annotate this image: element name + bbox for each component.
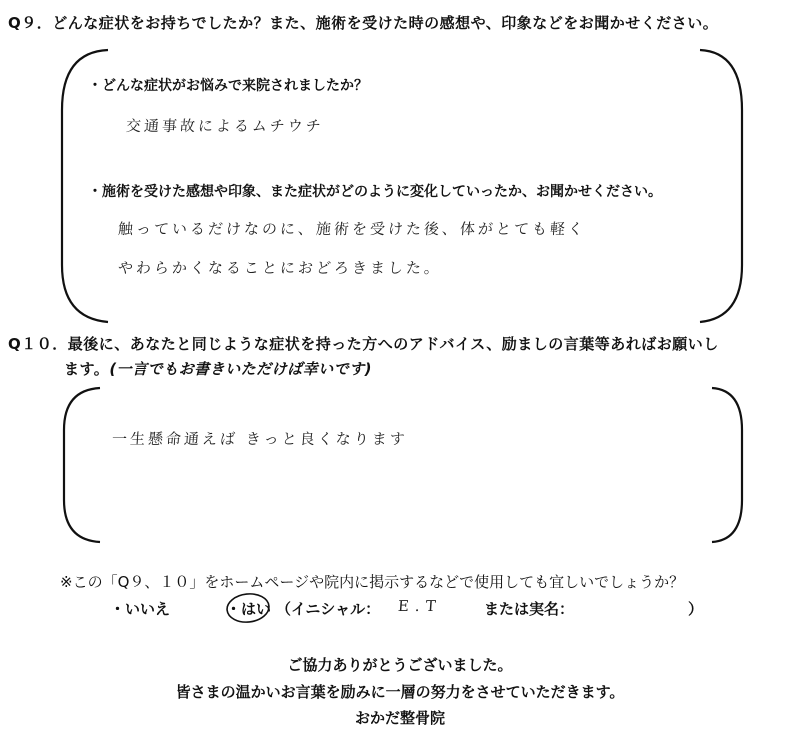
permission-option-no[interactable]: ・いいえ bbox=[110, 600, 171, 618]
footer-clinic-name: おかだ整骨院 bbox=[354, 709, 445, 727]
q9-answer-impression-line2: やわらかくなることにおどろきました。 bbox=[117, 259, 443, 277]
q9-prompt-impression: ・施術を受けた感想や印象、また症状がどのように変化していったか、お聞かせください。 bbox=[88, 184, 662, 200]
footer-thanks: ご協力ありがとうございました。 bbox=[287, 656, 513, 674]
q9-title: Q９．どんな症状をお持ちでしたか？また、施術を受けた時の感想や、印象などをお聞かせください。 bbox=[8, 14, 719, 32]
q10-answer: 一生懸命通えば きっと良くなります bbox=[111, 430, 409, 448]
permission-question: ※この「Q９、１０」をホームページや院内に掲示するなどで使用しても宜しいでしょうか？ bbox=[60, 573, 685, 591]
footer-message: 皆さまの温かいお言葉を励みに一層の努力をさせていただきます。 bbox=[175, 683, 625, 701]
q9-answer-impression-line1: 触っているだけなのに、施術を受けた後、体がとても軽く bbox=[117, 220, 587, 238]
q9-answer-symptom: 交通事故によるムチウチ bbox=[125, 117, 325, 135]
permission-close-paren: ） bbox=[688, 600, 704, 618]
permission-initials-value: E.T bbox=[397, 597, 443, 615]
q9-prompt-symptom: ・どんな症状がお悩みで来院されましたか？ bbox=[88, 78, 368, 94]
q10-title-line1: Q１０．最後に、あなたと同じような症状を持った方へのアドバイス、励ましの言葉等あればお願いし bbox=[8, 335, 719, 353]
q10-title-line2-prefix: ます。 bbox=[64, 360, 110, 378]
q10-title-note: (一言でもお書きいただけば幸いです) bbox=[109, 360, 373, 378]
permission-initials-label: （イニシャル： bbox=[276, 600, 381, 618]
permission-realname-label: または実名： bbox=[484, 600, 575, 618]
permission-option-yes-label: ・はい bbox=[226, 600, 272, 618]
